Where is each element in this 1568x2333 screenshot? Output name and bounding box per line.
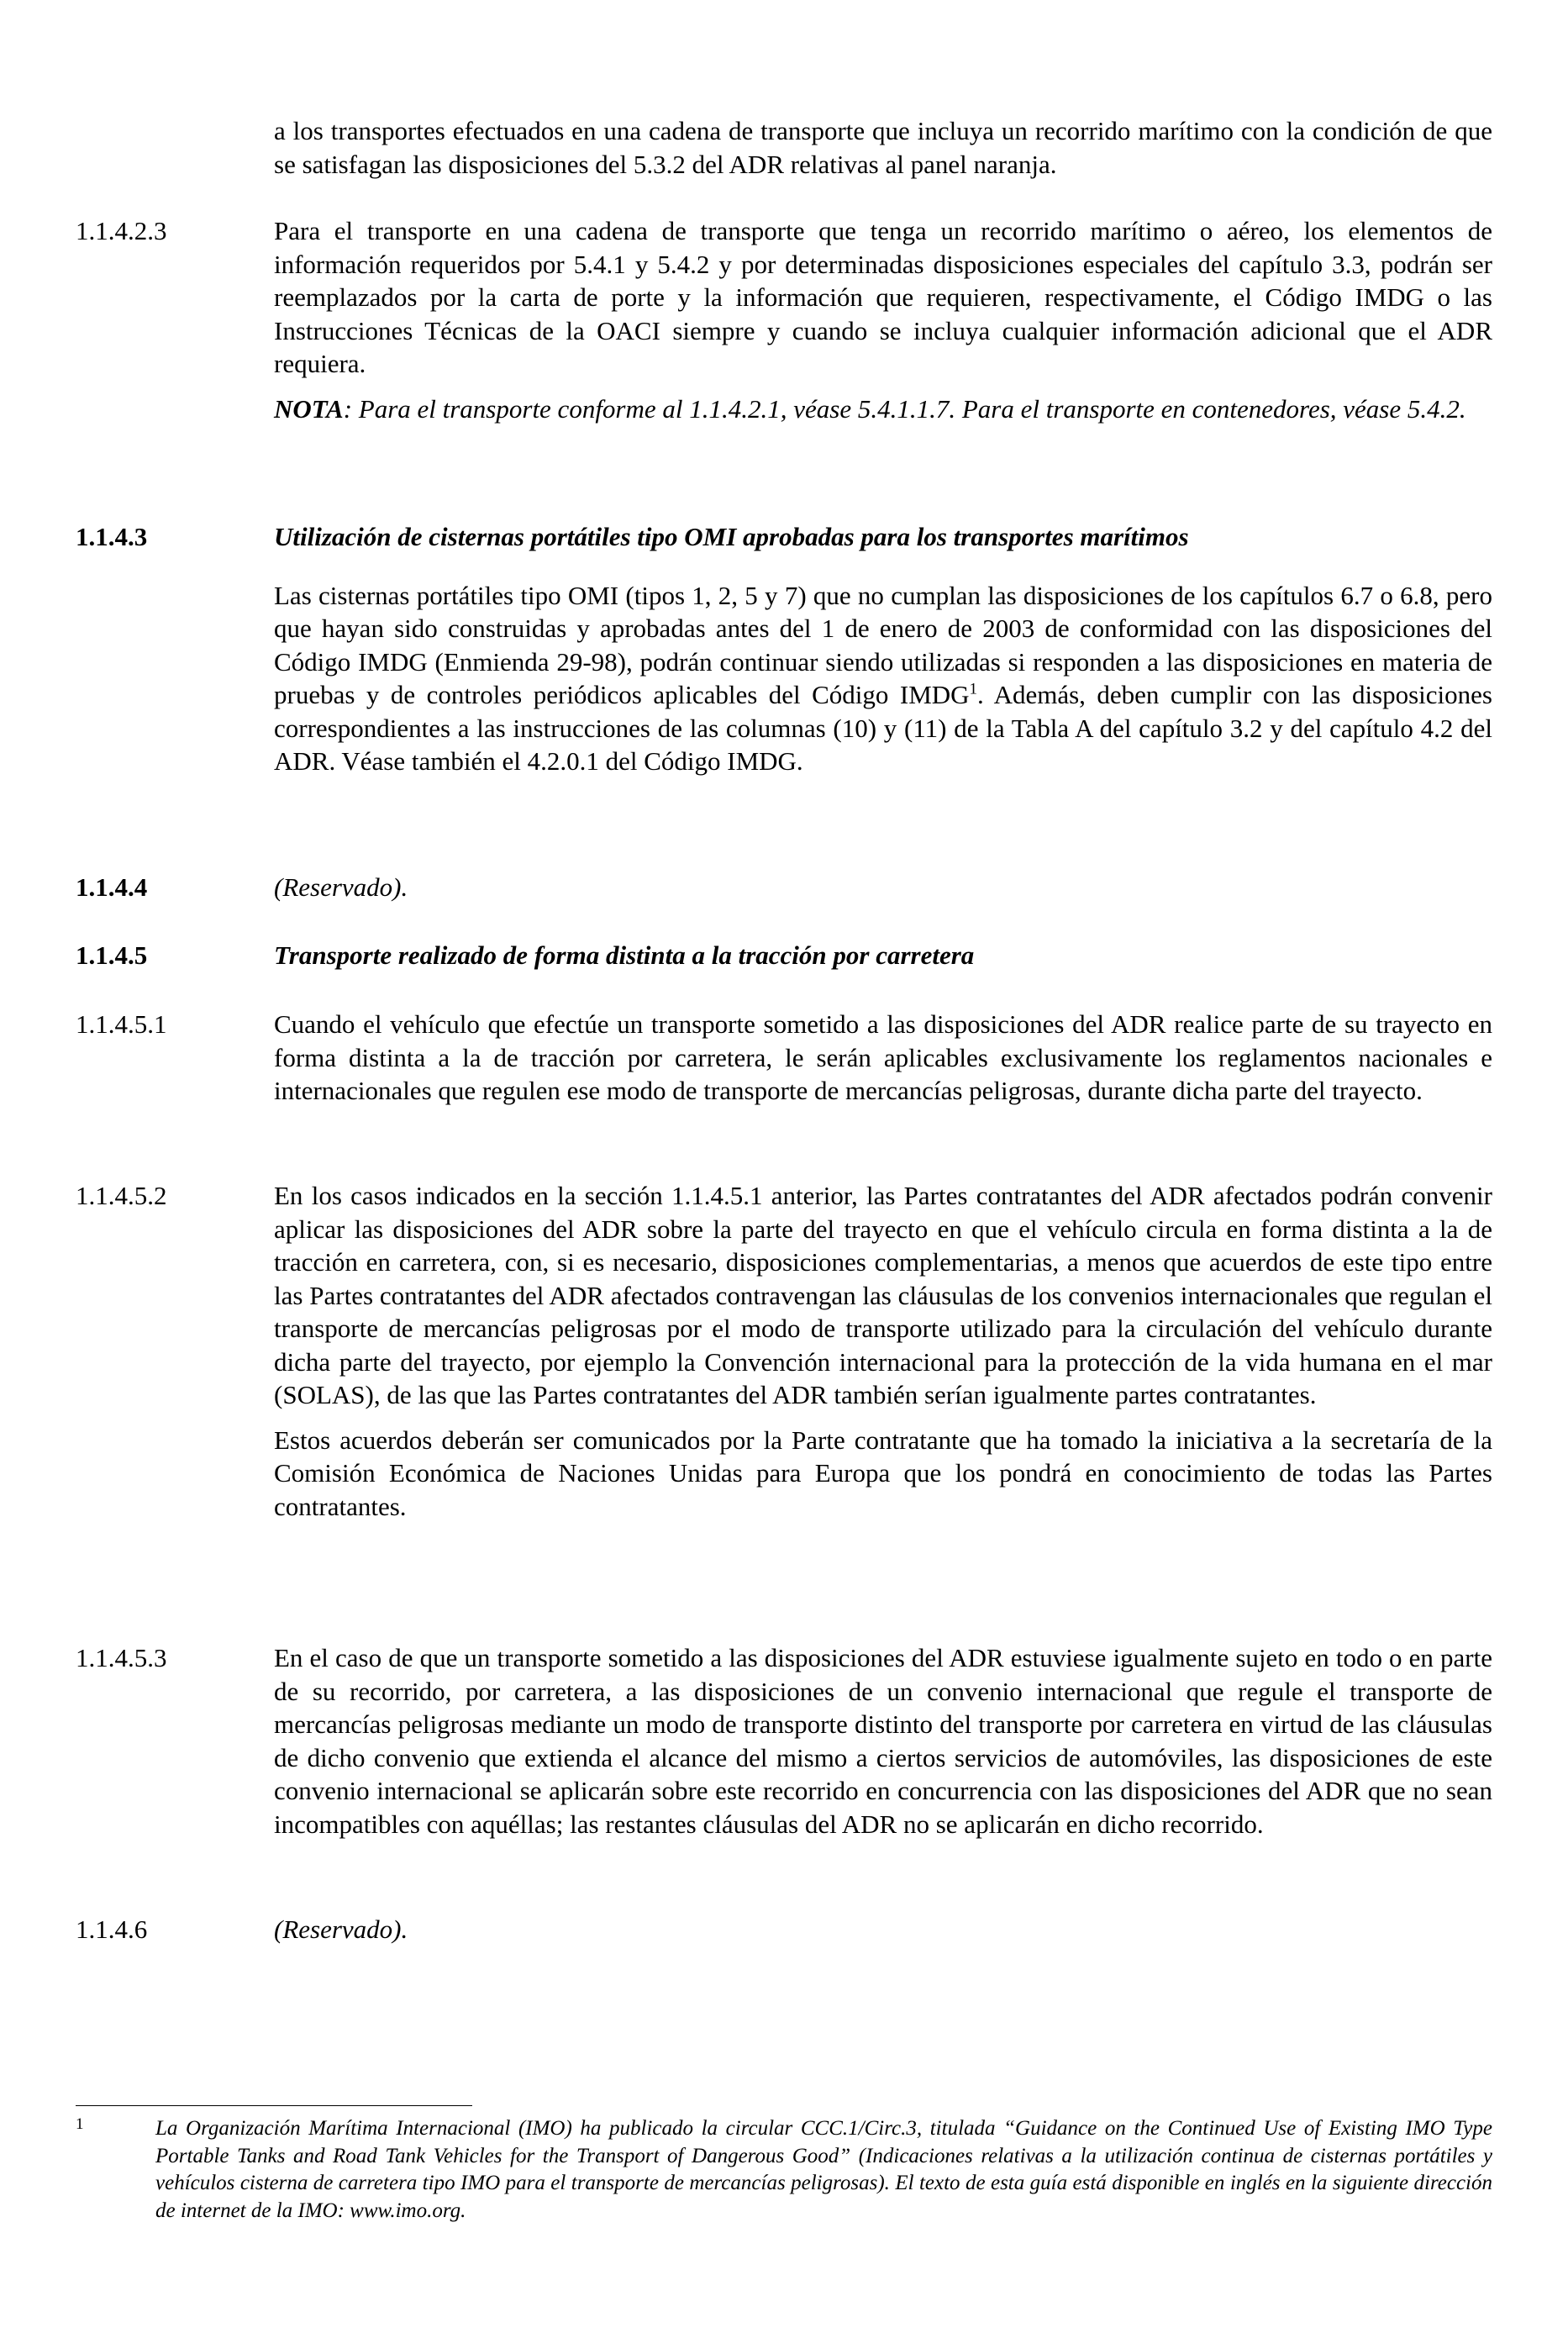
section-number: 1.1.4.3 (76, 522, 148, 551)
footnote (76, 2115, 1492, 2225)
section-1-1-4-5-2 (76, 1179, 1492, 1523)
section-heading: Utilización de cisternas portátiles tipo OMI aprobadas para los transportes marítimos (274, 522, 1189, 551)
section-heading: Transporte realizado de forma distinta a la tracción por carretera (274, 940, 975, 970)
footnote-text: La Organización Marítima Internacional (IMO) ha publicado la circular CCC.1/Circ.3, titulada “Guidance on the Continued Use of Existing IMO Type Portable Tanks and Road Tank Vehicles for the Transport of Dangerous Good” (Indicaciones relativas a la utilización continua de cisternas portátiles y vehículos cisterna de carretera tipo IMO para el transporte de mercancías peligrosas). El texto de esta guía está disponible en inglés en la siguiente dirección de internet de la IMO: www.imo.org. (155, 2117, 1492, 2222)
section-number: 1.1.4.5.2 (76, 1181, 167, 1210)
note-text: : Para el transporte conforme al 1.1.4.2.1, véase 5.4.1.1.7. Para el transporte en contenedores, véase 5.4.2. (343, 393, 1466, 424)
section-number: 1.1.4.5 (76, 940, 148, 970)
paragraph-text: (Reservado). (274, 1914, 408, 1944)
section-1-1-4-3 (76, 520, 1492, 778)
footnote-reference: 1 (969, 680, 978, 698)
paragraph-text (274, 579, 1492, 778)
footnote-number: 1 (76, 2115, 84, 2133)
paragraph-text-part: . Además, deben cumplir con las disposiciones correspondientes a las instrucciones de las columnas (10) y (11) de la Tabla A del capítulo 3.2 y del capítulo 4.2 del ADR. Véase también el 4.2.0.1 del Código IMDG. (274, 680, 1492, 776)
section-number: 1.1.4.2.3 (76, 216, 167, 245)
note (274, 392, 1492, 426)
paragraph-text: a los transportes efectuados en una cadena de transporte que incluya un recorrido marítimo con la condición de que se satisfagan las disposiciones del 5.3.2 del ADR relativas al panel naranja. (274, 116, 1492, 179)
section-1-1-4-5 (76, 939, 1492, 972)
section-1-1-4-4 (76, 871, 1492, 904)
section-number: 1.1.4.5.3 (76, 1643, 167, 1672)
paragraph-text-2: Estos acuerdos deberán ser comunicados por la Parte contratante que ha tomado la iniciativa a la secretaría de la Comisión Económica de Naciones Unidas para Europa que los pondrá en conocimiento de todas las Partes contratantes. (274, 1425, 1492, 1521)
section-1-1-4-2-3 (76, 214, 1492, 425)
section-number: 1.1.4.5.1 (76, 1009, 167, 1039)
paragraph-text: En el caso de que un transporte sometido a las disposiciones del ADR estuviese igualmente sujeto en todo o en parte de su recorrido, por carretera, a las disposiciones de un convenio internacional que regule el transporte de mercancías peligrosas mediante un modo de transporte distinto del transporte por carretera en virtud de las cláusulas de dicho convenio que extienda el alcance del mismo a ciertos servicios de automóviles, las disposiciones de este convenio internacional se aplicarán sobre este recorrido en concurrencia con las disposiciones del ADR que no sean incompatibles con aquéllas; las restantes cláusulas del ADR no se aplicarán en dicho recorrido. (274, 1643, 1492, 1839)
section-1-1-4-5-3 (76, 1641, 1492, 1841)
paragraph-text: En los casos indicados en la sección 1.1.4.5.1 anterior, las Partes contratantes del ADR afectados podrán convenir aplicar las disposiciones del ADR sobre la parte del trayecto en que el vehículo circula en forma distinta a la de tracción en carretera, con, si es necesario, disposiciones complementarias, a menos que acuerdos de este tipo entre las Partes contratantes del ADR afectados contravengan las cláusulas de los convenios internacionales que regulan el transporte de mercancías peligrosas por el modo de transporte utilizado para la circulación del vehículo durante dicha parte del trayecto, por ejemplo la Convención internacional para la protección de la vida humana en el mar (SOLAS), de las que las Partes contratantes del ADR también serían igualmente partes contratantes. (274, 1181, 1492, 1409)
footnote-separator (76, 2105, 472, 2106)
section-1-1-4-6 (76, 1913, 1492, 1946)
section-number: 1.1.4.4 (76, 872, 148, 902)
paragraph-text: Para el transporte en una cadena de transporte que tenga un recorrido marítimo o aéreo, los elementos de información requeridos por 5.4.1 y 5.4.2 y por determinadas disposiciones especiales del capítulo 3.3, podrán ser reemplazados por la carta de porte y la información que requieren, respectivamente, el Código IMDG o las Instrucciones Técnicas de la OACI siempre y cuando se incluya cualquier información adicional que el ADR requiera. (274, 216, 1492, 378)
paragraph-text: (Reservado). (274, 872, 408, 902)
section-1-1-4-5-1 (76, 1008, 1492, 1108)
section-number: 1.1.4.6 (76, 1914, 148, 1944)
note-label: NOTA (274, 393, 344, 424)
paragraph-text: Cuando el vehículo que efectúe un transporte sometido a las disposiciones del ADR realice parte de su trayecto en forma distinta a la de tracción por carretera, le serán aplicables exclusivamente los reglamentos nacionales e internacionales que regulen ese modo de transporte de mercancías peligrosas, durante dicha parte del trayecto. (274, 1009, 1492, 1105)
paragraph-text-part: Las cisternas portátiles tipo OMI (tipos 1, 2, 5 y 7) que no cumplan las disposiciones de los capítulos 6.7 o 6.8, pero que hayan sido construidas y aprobadas antes del 1 de enero de 2003 de conformidad con las disposiciones del Código IMDG (Enmienda 29-98), podrán continuar siendo utilizadas si responden a las disposiciones en materia de pruebas y de controles periódicos aplicables del Código IMDG (274, 580, 1492, 709)
continuation-paragraph (76, 114, 1492, 181)
